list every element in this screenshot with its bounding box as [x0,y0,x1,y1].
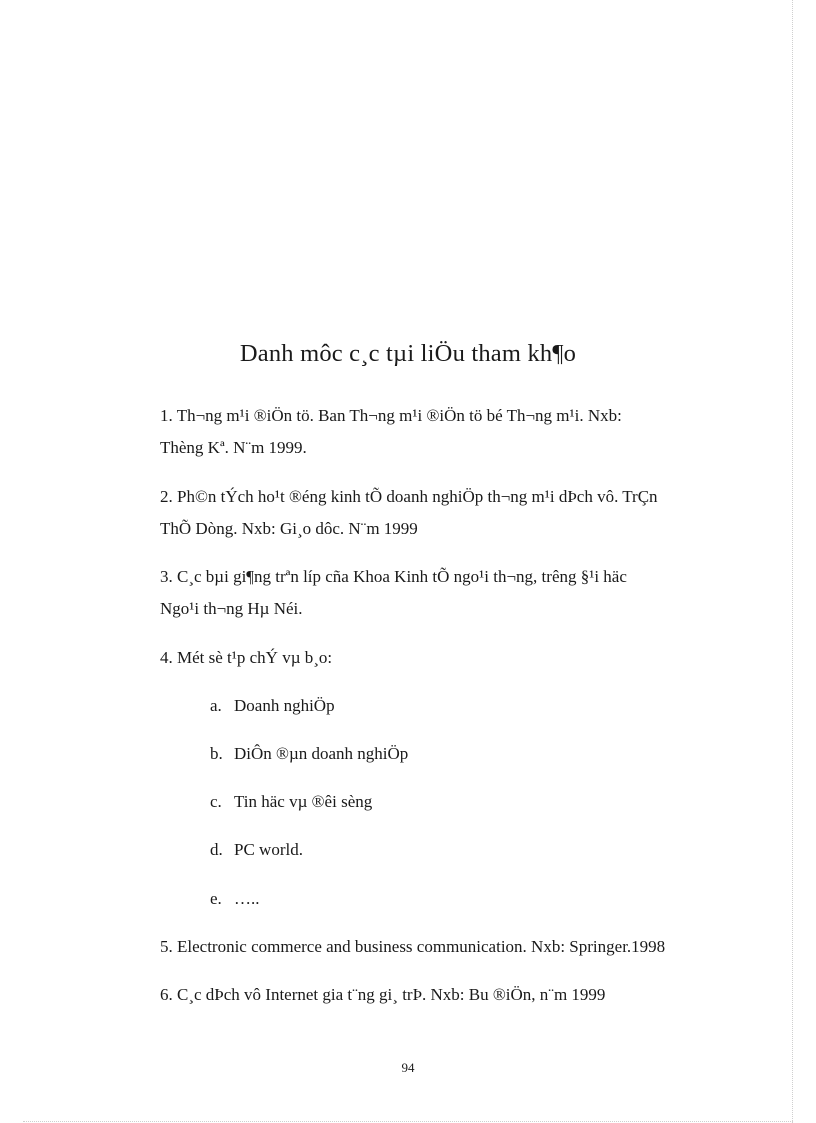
list-marker: a. [210,696,222,715]
list-marker: b. [210,744,223,763]
magazine-item [210,743,408,765]
list-marker: c. [210,792,222,811]
magazine-item [210,791,372,813]
magazine-title: DiÔn ®µn doanh nghiÖp [234,744,409,763]
magazine-title: ….. [234,889,260,908]
magazine-item [210,888,260,910]
reference-line: 1. Th¬ng m¹i ®iÖn tö. Ban Th¬ng m¹i ®iÖn tö bé Th¬ng m¹i. Nxb: [160,406,622,425]
reference-line: 6. C¸c dÞch vô Internet gia t¨ng gi¸ trÞ. Nxb: Bu ®iÖn, n¨m 1999 [160,985,606,1004]
magazine-title: Tin häc vµ ®êi sèng [234,792,373,811]
magazine-item [210,695,335,717]
page-edge [792,0,793,1123]
page-number: 94 [401,1060,415,1075]
reference-line: Ngo¹i th¬ng Hµ Néi. [160,599,303,618]
page-bottom-edge [23,1121,793,1122]
reference-line: ThÕ Dòng. Nxb: Gi¸o dôc. N¨m 1999 [160,519,418,538]
reference-5 [160,931,740,963]
page-title: Danh môc c¸c tµi liÖu tham kh¶o [239,340,577,367]
reference-2 [160,481,740,545]
reference-line: Thèng Kª. N¨m 1999. [160,438,307,457]
list-marker: d. [210,840,223,859]
reference-3 [160,561,740,625]
magazine-title: PC world. [234,840,303,859]
reference-6 [160,979,740,1011]
reference-4 [160,642,740,674]
reference-line: 3. C¸c bµi gi¶ng trªn líp cña Khoa Kinh tÕ ngo¹i th¬ng, trêng §¹i häc [160,567,627,586]
reference-line: 5. Electronic commerce and business communication. Nxb: Springer.1998 [160,937,666,956]
magazine-item [210,839,303,861]
reference-line: 2. Ph©n tÝch ho¹t ®éng kinh tÕ doanh nghiÖp th¬ng m¹i dÞch vô. TrÇn [160,487,658,506]
reference-1 [160,400,740,464]
list-marker: e. [210,889,222,908]
magazine-title: Doanh nghiÖp [234,696,335,715]
reference-line: 4. Mét sè t¹p chÝ vµ b¸o: [160,648,333,667]
